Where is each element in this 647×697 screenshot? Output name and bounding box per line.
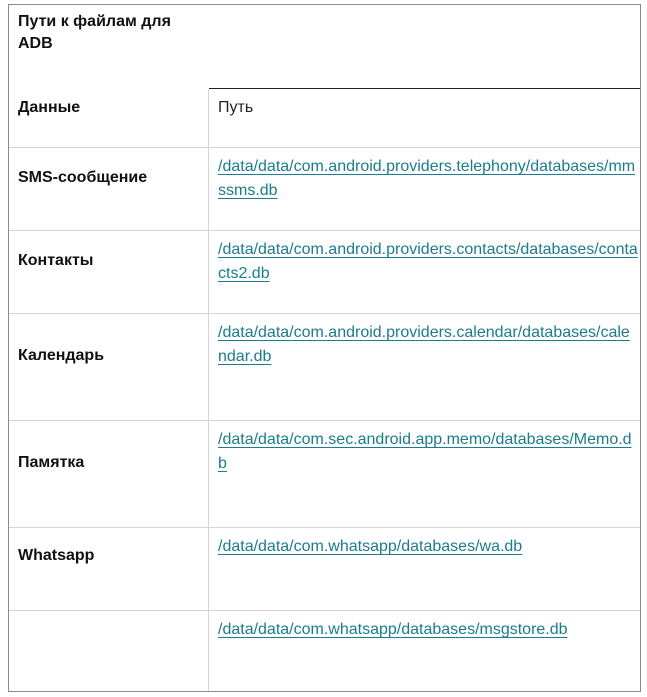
row-label: Календарь (18, 347, 105, 364)
table-row (9, 230, 640, 313)
title-row (9, 5, 640, 89)
row-label: SMS-сообщение (18, 169, 148, 186)
table-row (9, 527, 640, 610)
table-row (9, 420, 640, 527)
table-row (9, 313, 640, 420)
table-row (9, 610, 640, 691)
file-path-link[interactable]: /data/data/com.whatsapp/databases/wa.db (218, 538, 523, 555)
table-row (9, 147, 640, 230)
row-label-cell (9, 528, 209, 610)
file-path-link[interactable]: /data/data/com.sec.android.app.memo/databases/Memo.db (218, 431, 632, 472)
row-label-cell (9, 611, 209, 691)
header-data-label: Данные (18, 99, 81, 116)
row-label-cell (9, 231, 209, 313)
header-path-label: Путь (218, 99, 254, 116)
file-path-link[interactable]: /data/data/com.android.providers.calendar/databases/calendar.db (218, 324, 630, 365)
table-title: Пути к файлам для ADB (18, 13, 171, 52)
row-label-cell (9, 148, 209, 230)
row-label-cell (9, 314, 209, 420)
row-label: Контакты (18, 252, 94, 269)
adb-paths-table (8, 4, 641, 692)
file-path-link[interactable]: /data/data/com.whatsapp/databases/msgstore.db (218, 621, 568, 638)
file-path-link[interactable]: /data/data/com.android.providers.telephony/databases/mmssms.db (218, 158, 636, 199)
row-label-cell (9, 421, 209, 527)
header-cell-data (9, 89, 209, 147)
row-label: Whatsapp (18, 547, 95, 564)
row-label: Памятка (18, 454, 85, 471)
header-row (9, 89, 640, 147)
file-path-link[interactable]: /data/data/com.android.providers.contacts/databases/contacts2.db (218, 241, 638, 282)
